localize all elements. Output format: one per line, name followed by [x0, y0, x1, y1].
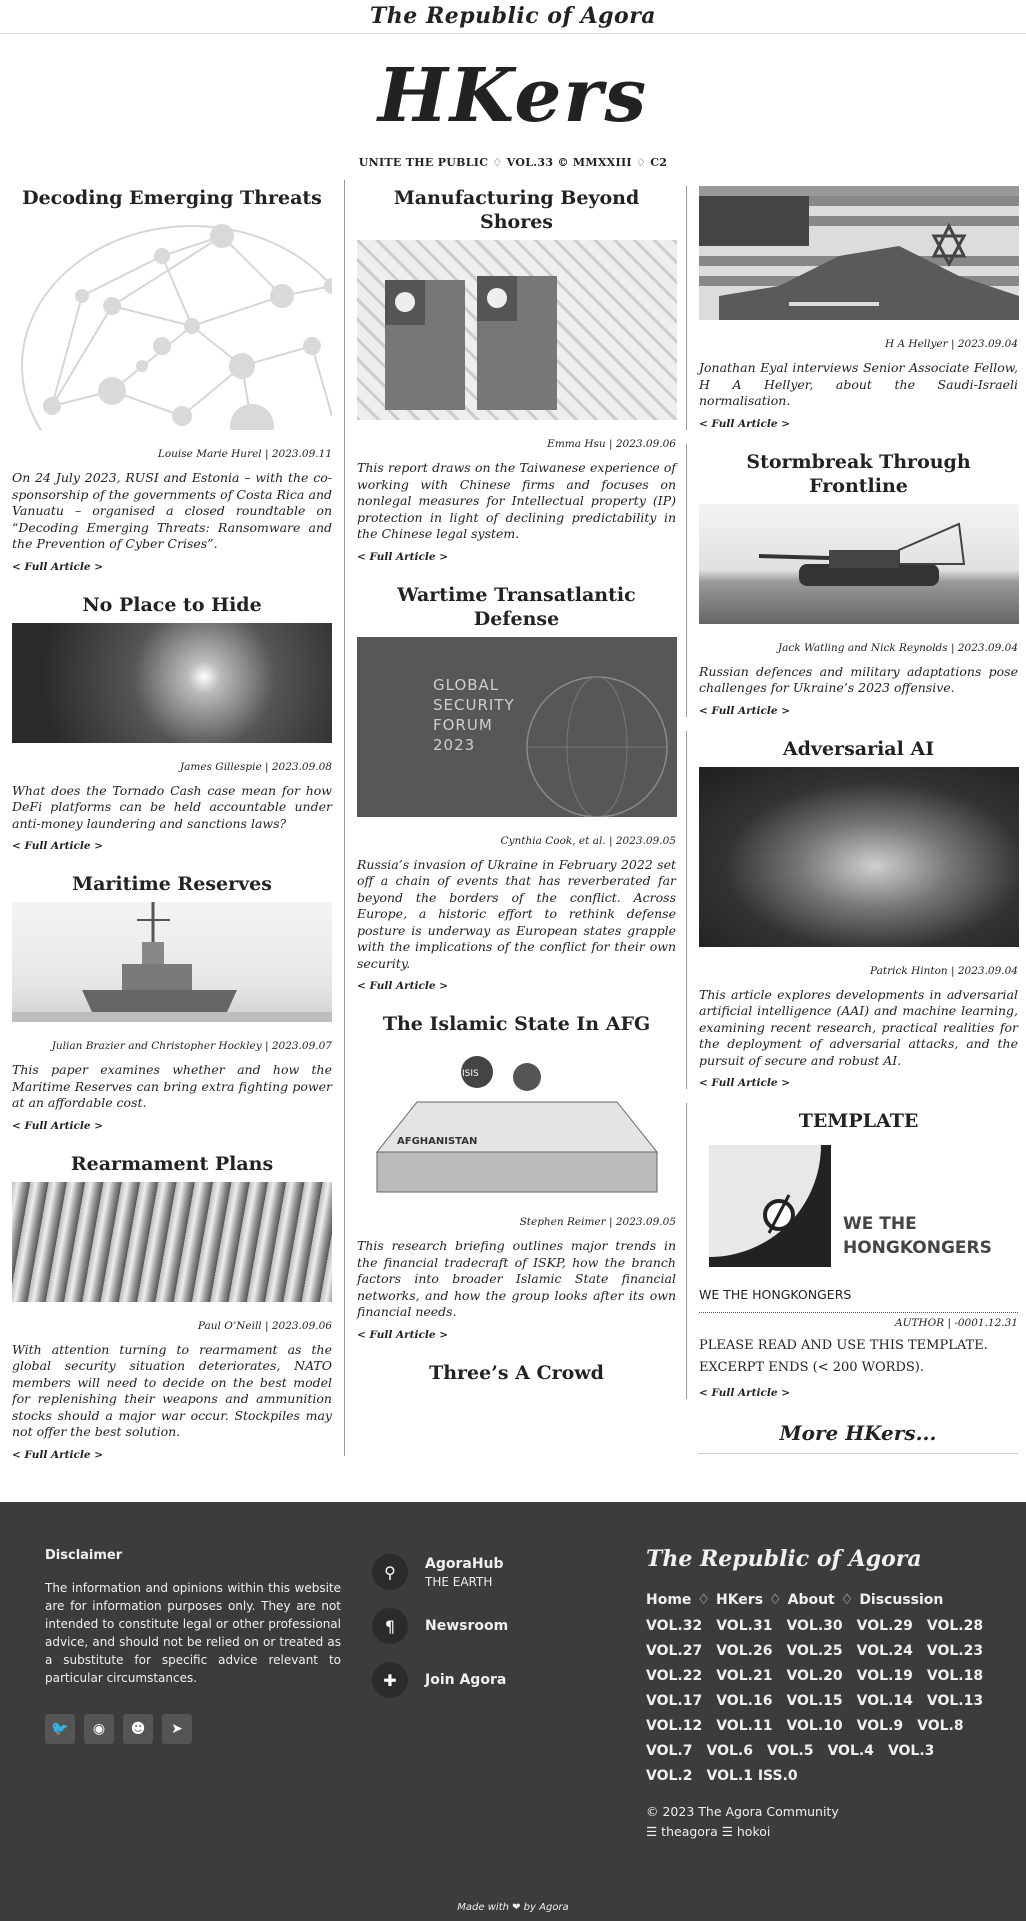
volume-link[interactable]: VOL.5 — [766, 1743, 814, 1759]
factory-image[interactable] — [12, 1182, 332, 1302]
security-forum-image[interactable] — [357, 637, 677, 817]
volume-link[interactable]: VOL.8 — [917, 1718, 964, 1734]
volume-link[interactable]: VOL.12 — [646, 1718, 703, 1734]
article-excerpt: This paper examines whether and how the Maritime Reserves can bring extra fighting power at an affordable cost. — [12, 1062, 332, 1110]
article-title[interactable]: The Islamic State In AFG — [382, 1013, 651, 1035]
volume-link[interactable]: VOL.6 — [706, 1743, 753, 1759]
reddit-icon[interactable]: ☻ — [123, 1714, 153, 1744]
tank-image[interactable] — [699, 504, 1019, 624]
column-2 — [344, 180, 676, 1456]
article-meta: Emma Hsu | 2023.09.06 — [547, 438, 676, 450]
column-3 — [686, 180, 1018, 1454]
volume-links — [646, 1618, 986, 1784]
article-card — [357, 180, 676, 563]
article-card — [686, 731, 1018, 1090]
article-meta: Louise Marie Hurel | 2023.09.11 — [157, 448, 332, 460]
article-excerpt: With attention turning to rearmament as the global security situation deteriorates, NATO members will need to decide on the best model for replenishing their weapons and ammunition stocks should a major war occur. Stockpiles may not offer the best solution. — [12, 1341, 332, 1439]
article-title[interactable]: Stormbreak Through Frontline — [746, 450, 971, 497]
article-title[interactable]: Wartime Transatlantic Defense — [397, 583, 636, 630]
volume-link[interactable]: VOL.22 — [646, 1668, 703, 1684]
volume-link[interactable]: VOL.1 ISS.0 — [706, 1768, 798, 1784]
article-card — [357, 1355, 676, 1385]
full-article-link[interactable]: < Full Article > — [12, 840, 104, 852]
full-article-link[interactable]: < Full Article > — [699, 1387, 791, 1399]
volume-link[interactable]: VOL.2 — [646, 1768, 693, 1784]
article-card — [12, 180, 332, 573]
contact-newsroom[interactable] — [372, 1608, 508, 1644]
article-meta: James Gillespie | 2023.09.08 — [179, 760, 332, 773]
copyright-text: © 2023 The Agora Community — [646, 1804, 839, 1819]
volume-link[interactable]: VOL.26 — [716, 1643, 773, 1659]
contact-sub: THE EARTH — [425, 1574, 493, 1589]
nav-separator: ♢ — [769, 1592, 782, 1608]
volume-link[interactable]: VOL.14 — [856, 1693, 913, 1709]
volume-link[interactable]: VOL.11 — [716, 1718, 773, 1734]
article-card — [686, 186, 1018, 430]
masthead-logo[interactable]: HKers — [377, 53, 649, 139]
nav-separator: ♢ — [840, 1592, 854, 1608]
volume-link[interactable]: VOL.32 — [646, 1618, 703, 1634]
article-meta: Patrick Hinton | 2023.09.04 — [870, 964, 1018, 977]
ship-image[interactable] — [12, 902, 332, 1022]
volume-link[interactable]: VOL.23 — [926, 1643, 984, 1659]
network-graph-image[interactable] — [12, 216, 332, 430]
contact-title: Join Agora — [425, 1672, 507, 1688]
article-card — [357, 577, 676, 993]
flags-image[interactable] — [699, 186, 1019, 320]
volume-link[interactable]: VOL.7 — [646, 1743, 693, 1759]
volume-link[interactable]: VOL.16 — [716, 1693, 773, 1709]
article-excerpt: Jonathan Eyal interviews Senior Associate Fellow, H A Hellyer, about the Saudi-Israeli normalisation. — [699, 360, 1018, 408]
volume-link[interactable]: VOL.24 — [856, 1643, 913, 1659]
footer-nav-links — [646, 1592, 986, 1608]
full-article-link[interactable]: < Full Article > — [357, 1328, 449, 1341]
telegram-icon[interactable]: ➤ — [162, 1714, 192, 1744]
full-article-link[interactable]: < Full Article > — [357, 980, 449, 992]
made-with-text: Made with ❤ by Agora — [457, 1902, 569, 1913]
full-article-link[interactable]: < Full Article > — [699, 417, 791, 430]
masthead-tagline: UNITE THE PUBLIC ♢ VOL.33 © MMXXIII ♢ C2 — [358, 156, 668, 169]
nav-home-link[interactable]: Home — [646, 1592, 692, 1608]
top-bar — [0, 0, 1026, 34]
article-title[interactable]: Rearmament Plans — [70, 1152, 274, 1175]
handles-text[interactable]: ☰ theagora ☰ hokoi — [646, 1824, 771, 1839]
masthead — [0, 34, 1026, 169]
hongkongers-logo-image[interactable] — [699, 1139, 1019, 1267]
template-subtitle: WE THE HONGKONGERS — [699, 1287, 852, 1302]
full-article-link[interactable]: < Full Article > — [12, 560, 104, 573]
article-excerpt: This report draws on the Taiwanese experience of working with Chinese firms and focuses on nonlegal measures for Intellectual property (IP) protection in light of declining predictability in the Chinese legal system. — [357, 460, 676, 541]
volume-link[interactable]: VOL.21 — [716, 1668, 773, 1684]
volume-link[interactable]: VOL.25 — [786, 1643, 843, 1659]
nav-hkers-link[interactable]: HKers — [715, 1592, 764, 1608]
article-meta: Cynthia Cook, et al. | 2023.09.05 — [500, 834, 676, 847]
forum-line-4: 2023 — [433, 735, 476, 754]
volume-link[interactable]: VOL.17 — [646, 1693, 703, 1709]
article-title[interactable]: Decoding Emerging Threats — [22, 187, 322, 209]
article-excerpt: Russia’s invasion of Ukraine in February 2022 set off a chain of events that has reverberated far beyond the borders of the conflict. Across Europe, a historic effort to rethink defense posture is underway as European states grapple with the implications of the conflict for their own security. — [357, 856, 676, 971]
logo-text-2: HONGKONGERS — [843, 1238, 992, 1258]
cartoon-label: ISIS — [462, 1069, 479, 1079]
volume-link[interactable]: VOL.9 — [856, 1718, 904, 1734]
template-excerpt-2: EXCERPT ENDS (< 200 WORDS). — [699, 1360, 924, 1375]
logo-text-1: WE THE — [843, 1214, 917, 1234]
template-card — [686, 1103, 1018, 1399]
full-article-link[interactable]: < Full Article > — [12, 1448, 104, 1461]
volume-link[interactable]: VOL.18 — [926, 1668, 984, 1684]
article-card — [357, 1006, 676, 1341]
volume-link[interactable]: VOL.10 — [786, 1718, 843, 1734]
article-card — [12, 1146, 332, 1461]
contact-join-agora[interactable] — [372, 1662, 508, 1698]
volume-link[interactable]: VOL.30 — [786, 1618, 843, 1634]
full-article-link[interactable]: < Full Article > — [12, 1119, 104, 1132]
forum-line-2: SECURITY — [433, 695, 515, 714]
volume-link[interactable]: VOL.29 — [856, 1618, 913, 1634]
volume-link[interactable]: VOL.15 — [786, 1693, 843, 1709]
volume-link[interactable]: VOL.20 — [786, 1668, 843, 1684]
puzzle-icon: ✚ — [372, 1662, 408, 1698]
spikes-image[interactable] — [699, 767, 1019, 947]
forum-line-1: GLOBAL — [433, 675, 500, 694]
forum-line-3: FORUM — [433, 715, 493, 734]
footer-site-title[interactable]: The Republic of Agora — [646, 1546, 922, 1572]
cartoon-image[interactable] — [357, 1042, 677, 1198]
article-meta: H A Hellyer | 2023.09.04 — [885, 338, 1018, 350]
full-article-link[interactable]: < Full Article > — [699, 704, 791, 717]
social-links — [45, 1714, 192, 1744]
article-title[interactable]: Maritime Reserves — [72, 873, 272, 895]
volume-link[interactable]: VOL.19 — [856, 1668, 913, 1684]
nav-separator: ♢ — [697, 1592, 710, 1608]
full-article-link[interactable]: < Full Article > — [357, 550, 449, 563]
disclaimer-title: Disclaimer — [45, 1548, 123, 1563]
article-meta: AUTHOR | -0001.12.31 — [895, 1317, 1018, 1329]
volume-link[interactable]: VOL.3 — [887, 1743, 935, 1759]
volume-link[interactable]: VOL.4 — [827, 1743, 874, 1759]
article-meta: Stephen Reimer | 2023.09.05 — [519, 1216, 676, 1228]
cartoon-label: AFGHANISTAN — [397, 1136, 478, 1147]
divider — [699, 1312, 1018, 1313]
contact-title: Newsroom — [425, 1618, 509, 1634]
volume-link[interactable]: VOL.13 — [926, 1693, 984, 1709]
pilcrow-icon: ¶ — [372, 1608, 408, 1644]
contact-agorahub[interactable] — [372, 1554, 508, 1590]
nav-discussion-link[interactable]: Discussion — [859, 1592, 944, 1608]
column-1 — [12, 180, 332, 1461]
article-card — [12, 587, 332, 853]
article-title[interactable]: Adversarial AI — [782, 737, 935, 760]
contact-list — [372, 1554, 508, 1716]
footer-nav — [646, 1546, 986, 1842]
github-icon[interactable]: ◉ — [84, 1714, 114, 1744]
full-article-link[interactable]: < Full Article > — [699, 1077, 791, 1089]
article-title[interactable]: TEMPLATE — [798, 1110, 919, 1132]
disclaimer-text: The information and opinions within this website are for information purposes only. They are not intended to constitute legal or other professional advice, and should not be relied on or treated as a substitute for specific advice relevant to particular circumstances. — [45, 1581, 341, 1685]
article-meta: Julian Brazier and Christopher Hockley | 2023.09.07 — [51, 1040, 332, 1052]
article-excerpt: On 24 July 2023, RUSI and Estonia – with the co-sponsorship of the governments of Costa Rica and Vanuatu – organised a closed roundtable on “Decoding Emerging Threats: Ransomware and the Prevention of Cyber Crises”. — [12, 470, 332, 551]
template-excerpt-1: PLEASE READ AND USE THIS TEMPLATE. — [699, 1338, 988, 1353]
sparkle-image[interactable] — [12, 623, 332, 743]
article-excerpt: Russian defences and military adaptations pose challenges for Ukraine’s 2023 offensive. — [699, 663, 1018, 695]
article-meta: Jack Watling and Nick Reynolds | 2023.09.04 — [777, 641, 1018, 654]
contact-title: AgoraHub — [425, 1555, 504, 1572]
article-meta: Paul O’Neill | 2023.09.06 — [197, 1319, 332, 1332]
more-hkers-link[interactable]: More HKers... — [698, 1421, 1018, 1454]
article-excerpt: This article explores developments in adversarial artificial intelligence (AAI) and machine learning, examining recent research, practical realities for the deployment of adversarial attacks, and the pursuit of secure and robust AI. — [699, 986, 1018, 1068]
disclaimer — [45, 1548, 341, 1687]
copyright — [646, 1802, 986, 1842]
volume-link[interactable]: VOL.27 — [646, 1643, 703, 1659]
article-excerpt: What does the Tornado Cash case mean for how DeFi platforms can be held accountable under anti-money laundering and sanctions laws? — [12, 782, 332, 831]
article-title[interactable]: Manufacturing Beyond Shores — [393, 187, 640, 233]
map-pin-icon: ⚲ — [372, 1554, 408, 1590]
volume-link[interactable]: VOL.31 — [716, 1618, 773, 1634]
volume-link[interactable]: VOL.28 — [926, 1618, 984, 1634]
footer — [0, 1502, 1026, 1921]
article-card — [12, 866, 332, 1132]
site-title-link[interactable]: The Republic of Agora — [369, 3, 657, 29]
article-title[interactable]: No Place to Hide — [82, 593, 262, 616]
nav-about-link[interactable]: About — [787, 1592, 835, 1608]
article-title[interactable]: Three’s A Crowd — [429, 1361, 604, 1384]
twitter-icon[interactable]: 🐦 — [45, 1714, 75, 1744]
article-card — [686, 444, 1018, 717]
taiwan-flags-image[interactable] — [357, 240, 677, 420]
article-excerpt: This research briefing outlines major trends in the financial tradecraft of ISKP, how the branch factors into broader Islamic State financial networks, and how the group looks after its own financial needs. — [357, 1238, 676, 1319]
